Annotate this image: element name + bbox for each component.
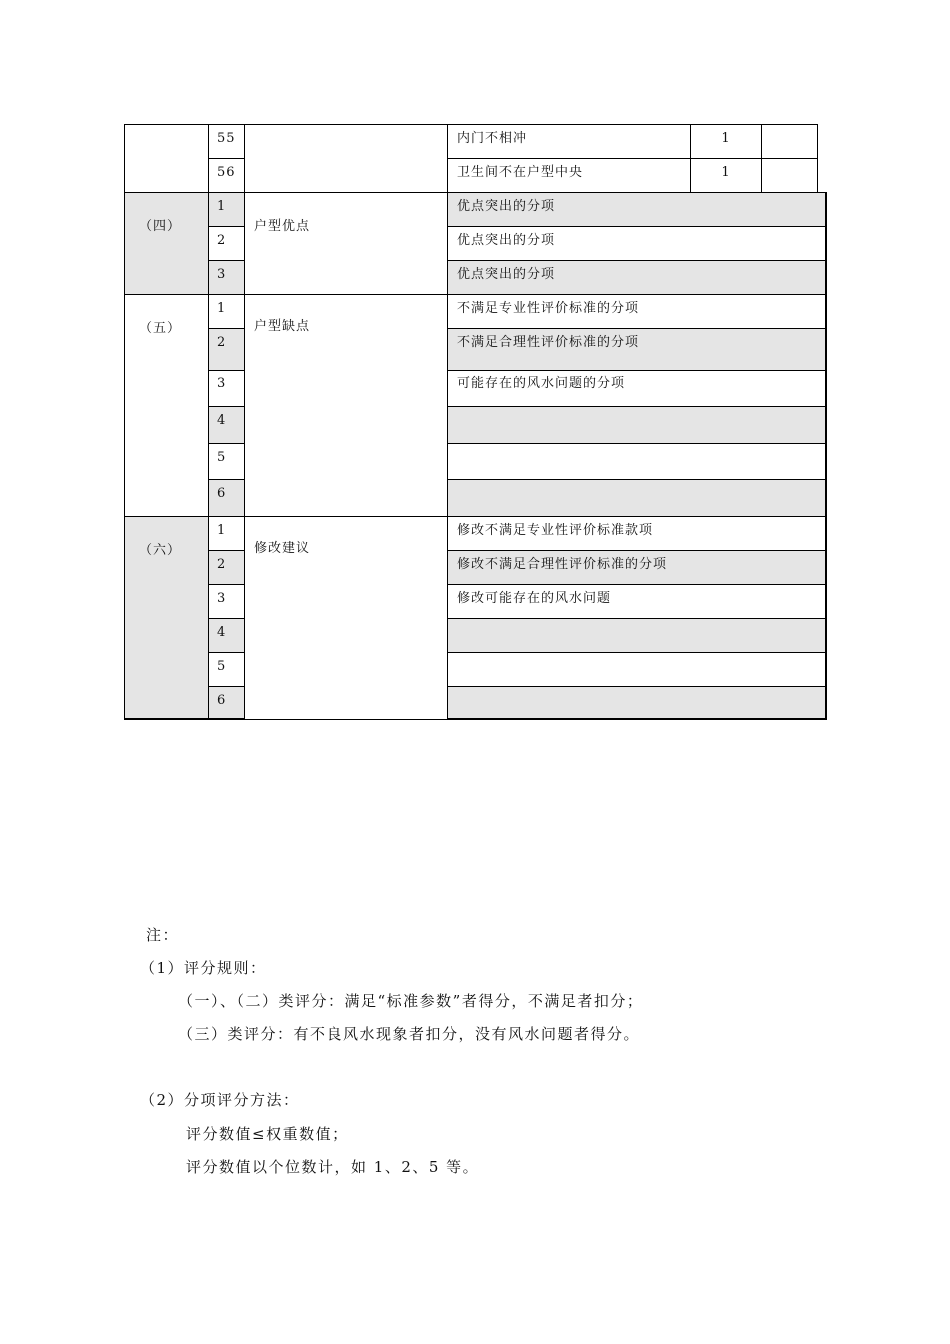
row-number: 2	[208, 328, 244, 370]
row-number: 56	[208, 158, 244, 192]
rule1-line1: （一）、（二）类评分：满足“标准参数”者得分，不满足者扣分；	[178, 992, 644, 1010]
item-cell: 修改不满足专业性评价标准款项	[447, 516, 827, 550]
group-label-cell	[124, 192, 208, 294]
category-label: 户型缺点	[254, 319, 311, 334]
category-label: 修改建议	[254, 541, 311, 556]
item-cell	[447, 479, 827, 516]
item-cell: 内门不相冲	[447, 124, 690, 158]
notes-heading: 注：	[146, 926, 180, 944]
group-label-cell	[124, 516, 208, 720]
item-cell: 优点突出的分项	[447, 226, 827, 260]
group-label-cell	[124, 294, 208, 516]
group-label: （五）	[139, 321, 182, 336]
row-number: 6	[208, 686, 244, 720]
category-cell	[244, 516, 447, 720]
item-cell	[447, 652, 827, 686]
row-number: 1	[208, 192, 244, 226]
row-number: 3	[208, 260, 244, 294]
weight-cell: 1	[690, 158, 761, 192]
row-number: 2	[208, 226, 244, 260]
item-cell: 可能存在的风水问题的分项	[447, 370, 827, 406]
item-cell	[447, 406, 827, 443]
rule2-title: （2）分项评分方法：	[140, 1091, 300, 1109]
row-number: 3	[208, 584, 244, 618]
item-cell: 卫生间不在户型中央	[447, 158, 690, 192]
row-number: 6	[208, 479, 244, 516]
evaluation-table	[124, 124, 827, 720]
row-number: 2	[208, 550, 244, 584]
group-label: （四）	[139, 219, 182, 234]
score-cell	[761, 124, 818, 158]
row-number: 4	[208, 406, 244, 443]
rule2-line2: 评分数值以个位数计，如 1、2、5 等。	[186, 1158, 480, 1176]
item-cell: 不满足专业性评价标准的分项	[447, 294, 827, 328]
weight-cell: 1	[690, 124, 761, 158]
item-cell: 不满足合理性评价标准的分项	[447, 328, 827, 370]
row-number: 1	[208, 516, 244, 550]
row-number: 55	[208, 124, 244, 158]
rule1-title: （1）评分规则：	[140, 959, 267, 977]
category-label: 户型优点	[254, 219, 311, 234]
row-number: 3	[208, 370, 244, 406]
item-cell: 优点突出的分项	[447, 192, 827, 226]
item-cell	[447, 618, 827, 652]
item-cell: 优点突出的分项	[447, 260, 827, 294]
row-number: 5	[208, 652, 244, 686]
item-cell	[447, 686, 827, 720]
item-cell: 修改不满足合理性评价标准的分项	[447, 550, 827, 584]
score-cell	[761, 158, 818, 192]
rule1-line2: （三）类评分：有不良风水现象者扣分，没有风水问题者得分。	[178, 1025, 641, 1043]
group-label: （六）	[139, 543, 182, 558]
group-label-cell-top	[124, 124, 208, 192]
category-cell	[244, 192, 447, 294]
item-cell: 修改可能存在的风水问题	[447, 584, 827, 618]
row-number: 4	[208, 618, 244, 652]
row-number: 5	[208, 443, 244, 479]
item-cell	[447, 443, 827, 479]
row-number: 1	[208, 294, 244, 328]
category-cell	[244, 294, 447, 516]
category-cell-top	[244, 124, 447, 192]
rule2-line1: 评分数值≤权重数值；	[186, 1125, 349, 1143]
